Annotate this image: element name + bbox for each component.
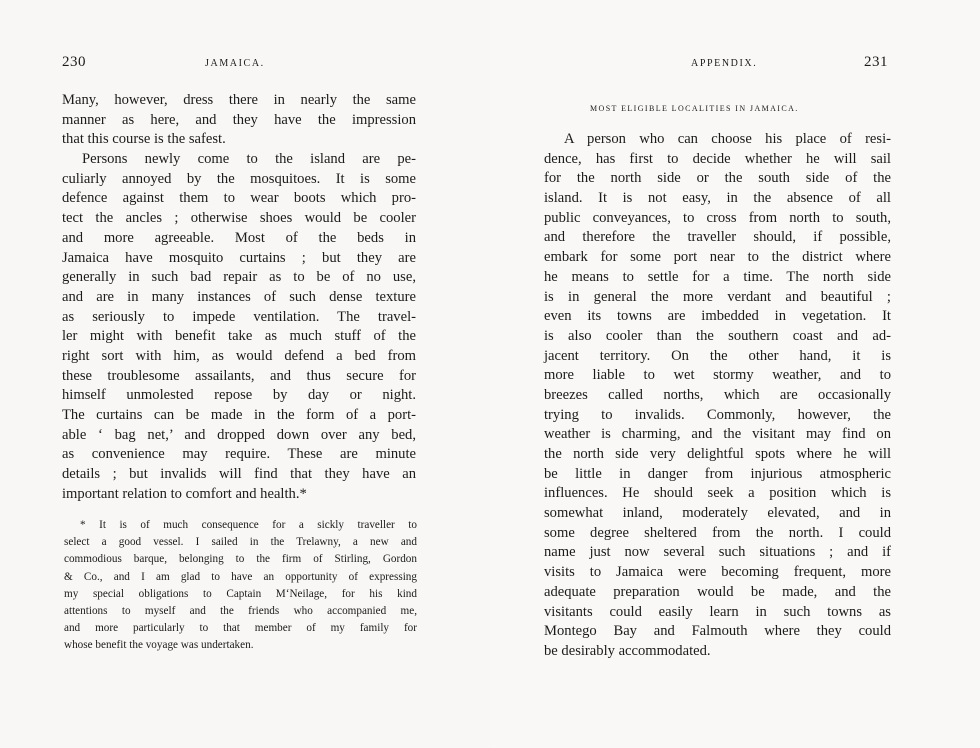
text-line: right sort with him, as would defend a bed from (62, 347, 416, 364)
footnote-line: select a good vessel. I sailed in the Trelawny, a new and (64, 536, 417, 549)
text-line: breezes called norths, which are occasionally (544, 386, 891, 403)
text-line: is also cooler than the southern coast and ad- (544, 327, 891, 344)
right-page (490, 0, 980, 748)
left-page-header (62, 54, 420, 74)
text-line: The curtains can be made in the form of a port- (62, 407, 416, 423)
text-line: defence against them to wear boots which pro- (62, 190, 416, 207)
text-line: public conveyances, to cross from north to south, (544, 209, 891, 226)
right-page-header (548, 54, 888, 74)
left-body-text (62, 91, 416, 504)
text-line: Persons newly come to the island are pe- (82, 151, 416, 168)
text-line: the north side very delightful spots where he will (544, 446, 891, 462)
text-line: name just now several such situations ; and if (544, 544, 891, 561)
text-line: be little in danger from injurious atmospheric (544, 465, 891, 482)
text-line: visitants could easily learn in such towns as (544, 603, 891, 620)
text-line: Jamaica have mosquito curtains ; but they are (62, 249, 416, 266)
footnote-line: and more particularly to that member of my family for (64, 622, 417, 635)
text-line: as seriously to impede ventilation. The travel- (62, 308, 416, 325)
footnote-line: whose benefit the voyage was undertaken. (64, 639, 254, 652)
text-line: A person who can choose his place of resi- (564, 131, 891, 147)
text-line: he means to settle for a time. The north side (544, 268, 891, 285)
text-line: more liable to wet stormy weather, and to (544, 367, 891, 384)
text-line: details ; but invalids will find that they have an (62, 466, 416, 483)
text-line: and therefore the traveller should, if possible, (544, 229, 891, 246)
left-running-head: JAMAICA. (205, 58, 265, 69)
text-line: manner as here, and they have the impression (62, 111, 416, 128)
text-line: trying to invalids. Commonly, however, the (544, 406, 891, 423)
footnote (64, 517, 417, 655)
right-body-text (544, 130, 891, 662)
text-line: for the north side or the south side of the (544, 170, 891, 187)
footnote-line: my special obligations to Captain M‘Neilage, for his kind (64, 587, 417, 600)
text-line: and more agreeable. Most of the beds in (62, 229, 416, 246)
text-line: island. It is not easy, in the absence of all (544, 190, 891, 207)
text-line: and are in many instances of such dense texture (62, 288, 416, 305)
text-line: some degree sheltered from the north. I could (544, 524, 891, 541)
footnote-line: & Co., and I am glad to have an opportunity of expressing (64, 570, 417, 583)
text-line: be desirably accommodated. (544, 642, 711, 659)
text-line: as convenience may require. These are minute (62, 446, 416, 463)
text-line: dence, has first to decide whether he will sail (544, 150, 891, 167)
text-line: weather is charming, and the visitant may find on (544, 426, 891, 443)
text-line: jacent territory. On the other hand, it is (544, 347, 891, 364)
text-line: ler might with benefit take as much stuff of the (62, 328, 416, 345)
text-line: is in general the more verdant and beautiful ; (544, 288, 891, 305)
right-page-number: 231 (864, 54, 888, 70)
text-line: Many, however, dress there in nearly the same (62, 92, 416, 108)
text-line: tect the ancles ; otherwise shoes would be cooler (62, 210, 416, 227)
text-line: that this course is the safest. (62, 131, 226, 148)
right-running-head: APPENDIX. (691, 58, 758, 69)
footnote-line: * It is of much consequence for a sickly traveller to (80, 519, 417, 531)
text-line: even its towns are imbedded in vegetation. It (544, 308, 891, 325)
text-line: himself unmolested repose by day or night. (62, 387, 416, 404)
text-line: influences. He should seek a position which is (544, 485, 891, 502)
text-line: culiarly annoyed by the mosquitoes. It is some (62, 170, 416, 187)
text-line: important relation to comfort and health.* (62, 485, 307, 502)
left-page-number: 230 (62, 54, 86, 70)
text-line: generally in such bad repair as to be of no use, (62, 269, 416, 286)
text-line: able ‘ bag net,’ and dropped down over any bed, (62, 426, 416, 443)
footnote-line: commodious barque, belonging to the firm of Stirling, Gordon (64, 553, 417, 566)
footnote-line: attentions to myself and the friends who accompanied me, (64, 604, 417, 617)
text-line: Montego Bay and Falmouth where they could (544, 623, 891, 640)
text-line: adequate preparation would be made, and the (544, 583, 891, 600)
text-line: these troublesome assailants, and thus secure for (62, 367, 416, 384)
text-line: visits to Jamaica were becoming frequent, more (544, 564, 891, 581)
text-line: somewhat inland, moderately elevated, and in (544, 505, 891, 522)
section-heading: MOST ELIGIBLE LOCALITIES IN JAMAICA. (590, 104, 799, 113)
text-line: embark for some port near to the district where (544, 249, 891, 266)
